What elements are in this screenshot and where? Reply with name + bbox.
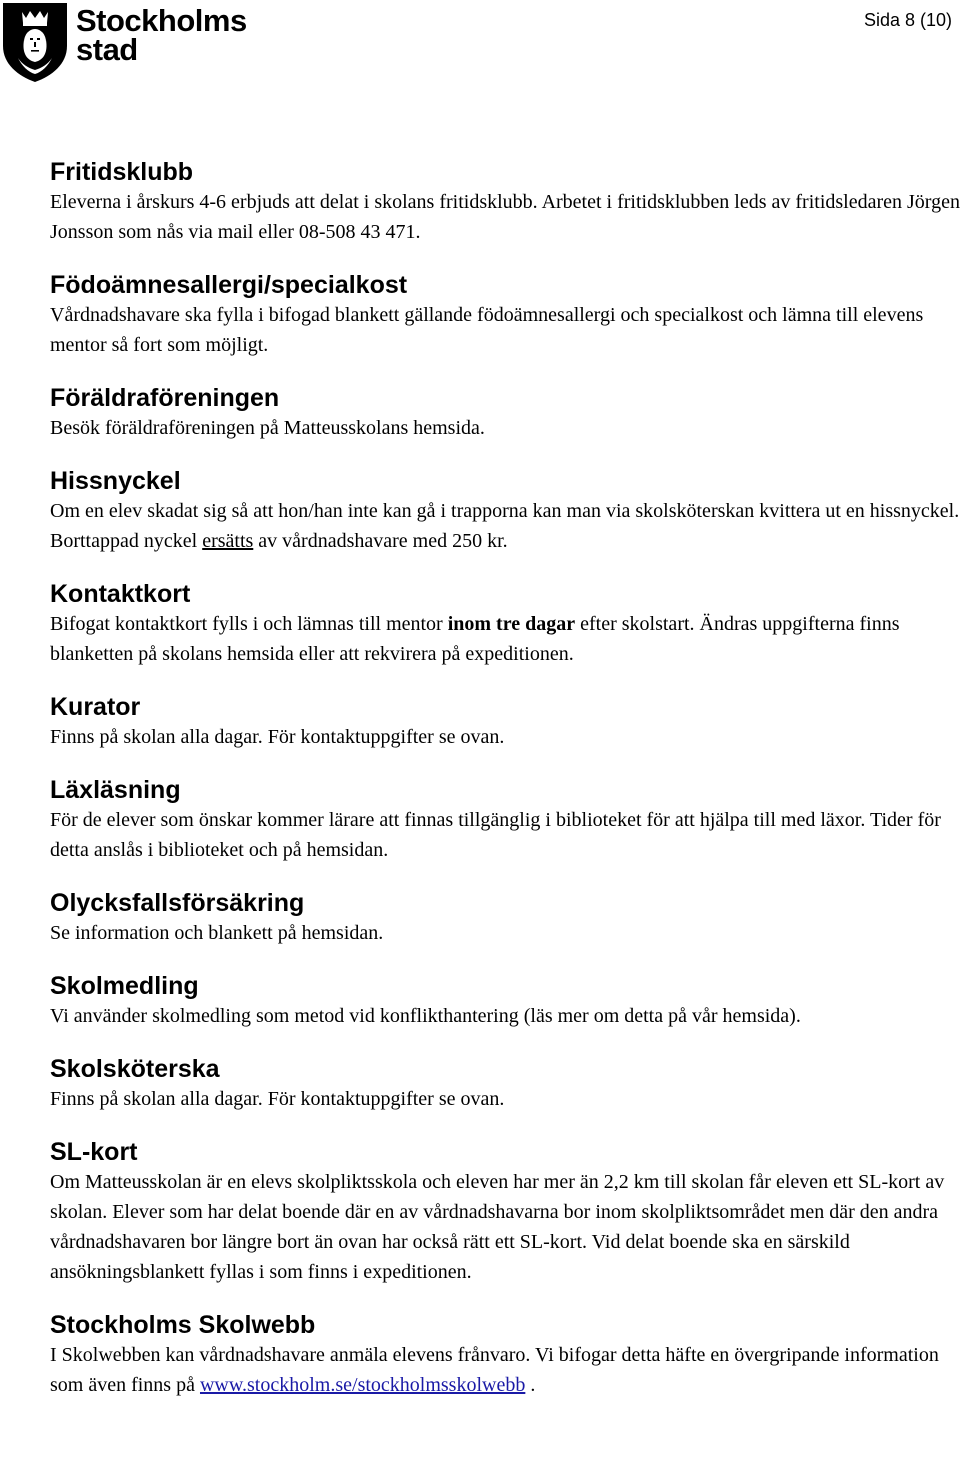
section-kurator: [50, 692, 960, 752]
text-part: efter skolstart. Ändras uppgifterna finns blanketten på skolans hemsida eller att rekvirera på expeditionen.: [50, 613, 900, 665]
section-hissnyckel: [50, 466, 960, 556]
section-skolwebb: [50, 1310, 960, 1400]
section-slkort: [50, 1137, 960, 1287]
section-text: Eleverna i årskurs 4-6 erbjuds att delat i skolans fritidsklubb. Arbetet i fritidsklubben leds av fritidsledaren Jörgen Jonsson som nås via mail eller 08-508 43 471.: [50, 191, 960, 243]
text-part: av vårdnadshavare med 250 kr.: [253, 530, 508, 552]
section-allergi: [50, 270, 960, 360]
section-kontaktkort: [50, 579, 960, 669]
section-heading: Föräldraföreningen: [50, 384, 280, 412]
text-part: Bifogat kontaktkort fylls i och lämnas till mentor: [50, 613, 448, 635]
section-text: Se information och blankett på hemsidan.: [50, 922, 384, 944]
underlined-text: ersätts: [202, 530, 254, 552]
text-part: I Skolwebben kan vårdnadshavare anmäla elevens frånvaro. Vi bifogar detta häfte en övergripande information som även finns på: [50, 1344, 939, 1396]
section-heading: Hissnyckel: [50, 467, 181, 495]
section-text: Vårdnadshavare ska fylla i bifogad blankett gällande födoämnesallergi och specialkost och lämna till elevens mentor så fort som möjligt.: [50, 304, 924, 356]
section-heading: Fritidsklubb: [50, 158, 194, 186]
section-text: [50, 1340, 960, 1400]
section-skolskoterska: [50, 1054, 960, 1114]
section-heading: Stockholms Skolwebb: [50, 1311, 316, 1339]
section-text: Om Matteusskolan är en elevs skolpliktsskola och eleven har mer än 2,2 km till skolan får eleven ett SL-kort av skolan. Elever som har delat boende där en av vårdnadshavarna bor inom skolpliktsområdet men där den andra vårdnadshavaren bor längre bort än ovan har också rätt ett SL-kort. Vid delat boende ska en särskild ansökningsblankett fyllas i som finns i expeditionen.: [50, 1171, 945, 1283]
skolwebb-link[interactable]: www.stockholm.se/stockholmsskolwebb: [199, 1374, 526, 1396]
section-heading: Födoämnesallergi/specialkost: [50, 271, 408, 299]
section-foraldraforeningen: [50, 383, 960, 443]
section-heading: Olycksfallsförsäkring: [50, 889, 305, 917]
section-text: [50, 496, 960, 556]
section-text: För de elever som önskar kommer lärare att finnas tillgänglig i biblioteket för att hjälpa till med läxor. Tider för detta anslås i biblioteket och på hemsidan.: [50, 809, 941, 861]
stockholm-crown-shield-icon: [0, 0, 70, 84]
section-text: Finns på skolan alla dagar. För kontaktuppgifter se ovan.: [50, 726, 505, 748]
logo-line-1: Stockholms: [76, 3, 247, 38]
section-text: [50, 609, 960, 669]
section-fritidsklubb: [50, 157, 960, 247]
text-part: .: [525, 1374, 536, 1396]
section-text: Vi använder skolmedling som metod vid konflikthantering (läs mer om detta på vår hemsida).: [50, 1005, 801, 1027]
section-heading: Läxläsning: [50, 776, 181, 804]
section-text: Besök föräldraföreningen på Matteusskolans hemsida.: [50, 417, 485, 439]
document-body: [50, 157, 960, 1400]
page-number: Sida 8 (10): [863, 10, 952, 30]
stockholms-stad-logo: [0, 0, 247, 84]
logo-wordmark: [76, 3, 247, 67]
page-header: [0, 0, 960, 90]
text-part: Om en elev skadat sig så att hon/han inte kan gå i trapporna kan man via skolsköterskan kvittera ut en hissnyckel. Borttappad nyckel: [50, 500, 960, 552]
section-olycksfall: [50, 888, 960, 948]
section-heading: Kurator: [50, 693, 141, 721]
section-text: Finns på skolan alla dagar. För kontaktuppgifter se ovan.: [50, 1088, 505, 1110]
section-heading: Skolsköterska: [50, 1055, 220, 1083]
section-heading: Kontaktkort: [50, 580, 191, 608]
section-heading: Skolmedling: [50, 972, 199, 1000]
bold-text: inom tre dagar: [447, 613, 576, 635]
section-heading: SL-kort: [50, 1138, 138, 1166]
logo-line-2: stad: [76, 32, 138, 67]
section-laxlasning: [50, 775, 960, 865]
section-skolmedling: [50, 971, 960, 1031]
